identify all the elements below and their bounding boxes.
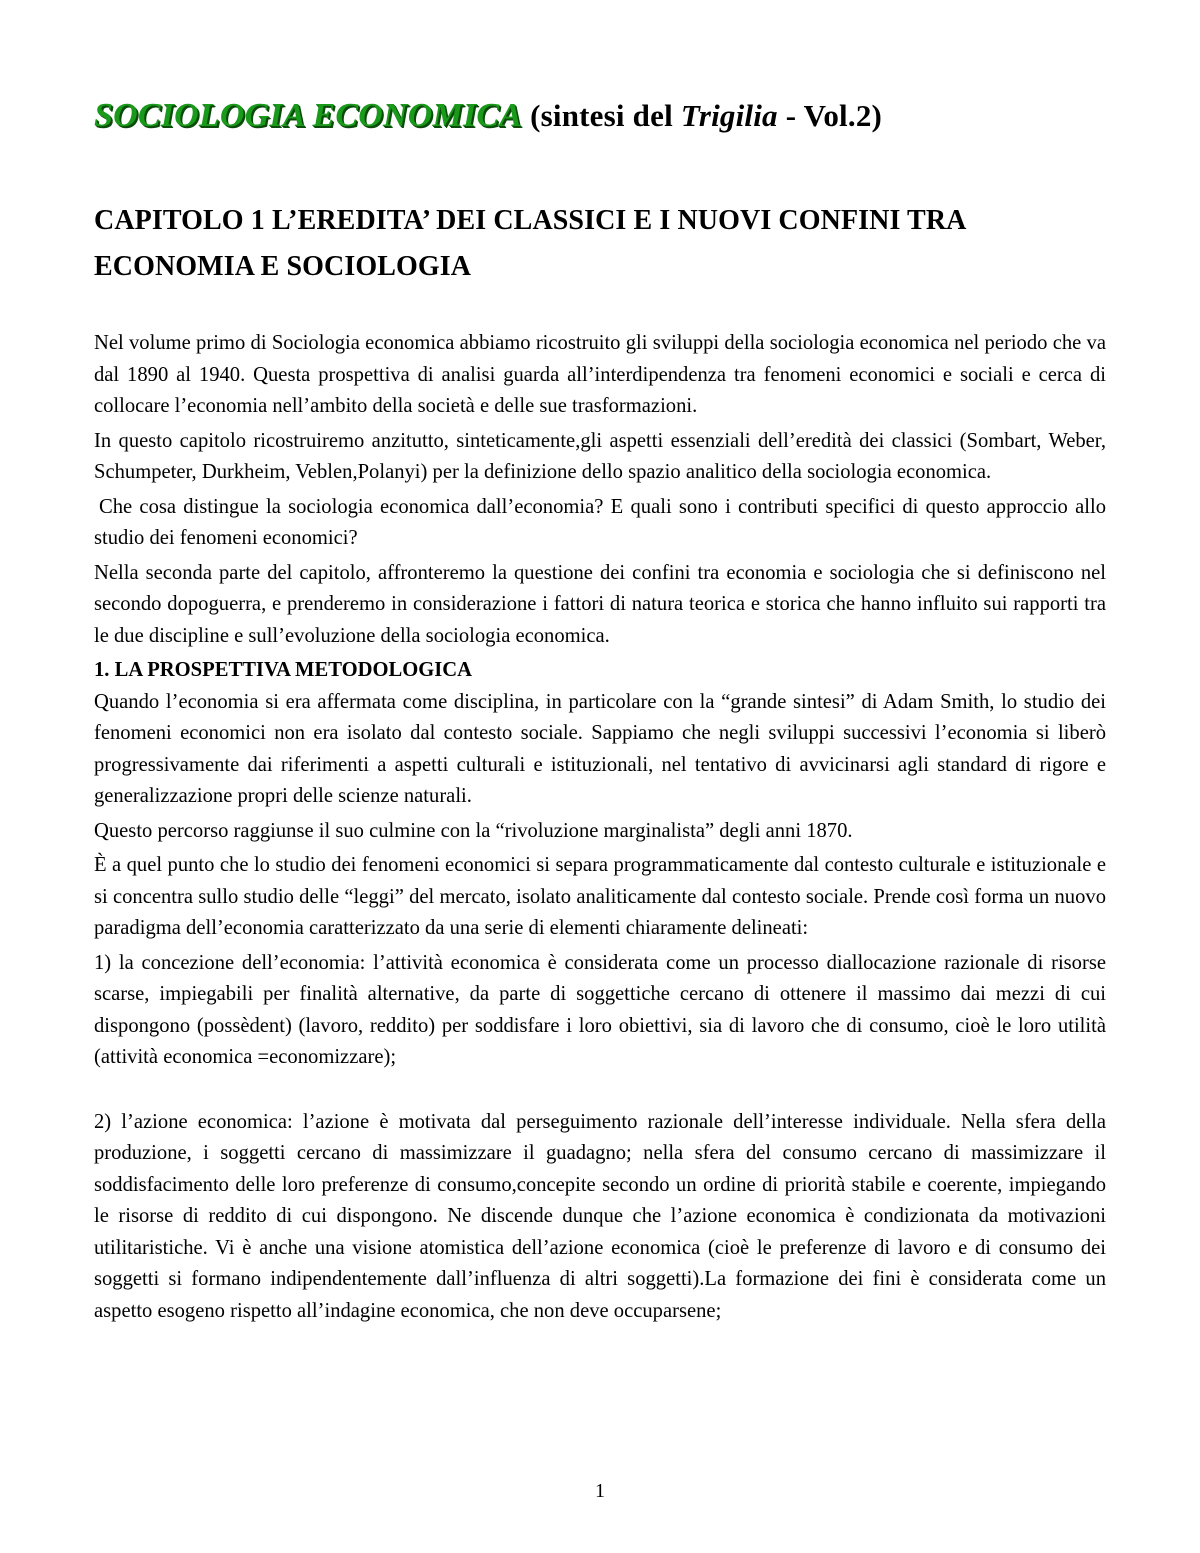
- paragraph: Nella seconda parte del capitolo, affronteremo la questione dei confini tra economia e sociologia che si definiscono nel secondo dopoguerra, e prenderemo in considerazione i fattori di natura teorica e storica che hanno influito sui rapporti tra le due discipline e sull’evoluzione della sociologia economica.: [94, 561, 1106, 647]
- document-title: [94, 94, 1106, 138]
- paragraph: Nel volume primo di Sociologia economica abbiamo ricostruito gli sviluppi della sociologia economica nel periodo che va dal 1890 al 1940. Questa prospettiva di analisi guarda all’interdipendenza tra fenomeni economici e sociali e cerca di collocare l’economia nell’ambito della società e delle sue trasformazioni.: [94, 332, 1106, 417]
- document-body: [94, 328, 1106, 1327]
- document-title-subtitle: [522, 98, 882, 133]
- subtitle-close: - Vol.2): [777, 98, 883, 133]
- paragraph: Quando l’economia si era affermata come disciplina, in particolare con la “grande sintesi” di Adam Smith, lo studio dei fenomeni economici non era isolato dal contesto sociale. Sappiamo che negli sviluppi successivi l’economia si liberò progressivamente dai riferimenti a aspetti culturali e istituzionali, nel tentativo di avvicinarsi agli standard di rigore e generalizzazione propri delle scienze naturali.: [94, 690, 1106, 807]
- document-title-main: SOCIOLOGIA ECONOMICA: [94, 97, 523, 134]
- list-item: 2) l’azione economica: l’azione è motivata dal perseguimento razionale dell’interesse individuale. Nella sfera della produzione, i soggetti cercano di massimizzare il guadagno; nella sfera del consumo cercano di massimizzare il soddisfacimento delle loro preferenze di consumo,concepite secondo un ordine di priorità stabile e coerente, impiegando le risorse di reddito di cui dispongono. Ne discende dunque che l’azione economica è condizionata da motivazioni utilitaristiche. Vi è anche una visione atomistica dell’azione economica (cioè le preferenze di lavoro e di consumo dei soggetti si formano indipendentemente dall’influenza di altri soggetti).La formazione dei fini è considerata come un aspetto esogeno rispetto all’indagine economica, che non deve occuparsene;: [94, 1110, 1106, 1322]
- paragraph: È a quel punto che lo studio dei fenomeni economici si separa programmaticamente dal contesto culturale e istituzionale e si concentra sullo studio delle “leggi” del mercato, isolato analiticamente dal contesto sociale. Prende così forma un nuovo paradigma dell’economia caratterizzato da una serie di elementi chiaramente delineati:: [94, 854, 1106, 939]
- paragraph: Che cosa distingue la sociologia economica dall’economia? E quali sono i contributi specifici di questo approccio allo studio dei fenomeni economici?: [94, 495, 1106, 549]
- paragraph: Questo percorso raggiunse il suo culmine con la “rivoluzione marginalista” degli anni 1870.: [94, 819, 853, 842]
- subtitle-author: Trigilia: [680, 98, 778, 133]
- paragraph: In questo capitolo ricostruiremo anzitutto, sinteticamente,gli aspetti essenziali dell’eredità dei classici (Sombart, Weber, Schumpeter, Durkheim, Veblen,Polanyi) per la definizione dello spazio analitico della sociologia economica.: [94, 429, 1106, 483]
- document-page: [94, 94, 1106, 1330]
- chapter-heading: CAPITOLO 1 L’EREDITA’ DEI CLASSICI E I NUOVI CONFINI TRA ECONOMIA E SOCIOLOGIA: [94, 205, 965, 282]
- subtitle-open: (sintesi del: [522, 98, 681, 133]
- paragraph-spacer: [94, 1077, 1106, 1107]
- section-heading: 1. LA PROSPETTIVA METODOLOGICA: [94, 659, 473, 681]
- page-number: 1: [595, 1480, 605, 1502]
- list-item: 1) la concezione dell’economia: l’attività economica è considerata come un processo diallocazione razionale di risorse scarse, impiegabili per finalità alternative, da parte di soggettiche cercano di ottenere il massimo dai mezzi di cui dispongono (possèdent) (lavoro, reddito) per soddisfare i loro obiettivi, sia di lavoro che di consumo, cioè le loro utilità (attività economica =economizzare);: [94, 951, 1106, 1068]
